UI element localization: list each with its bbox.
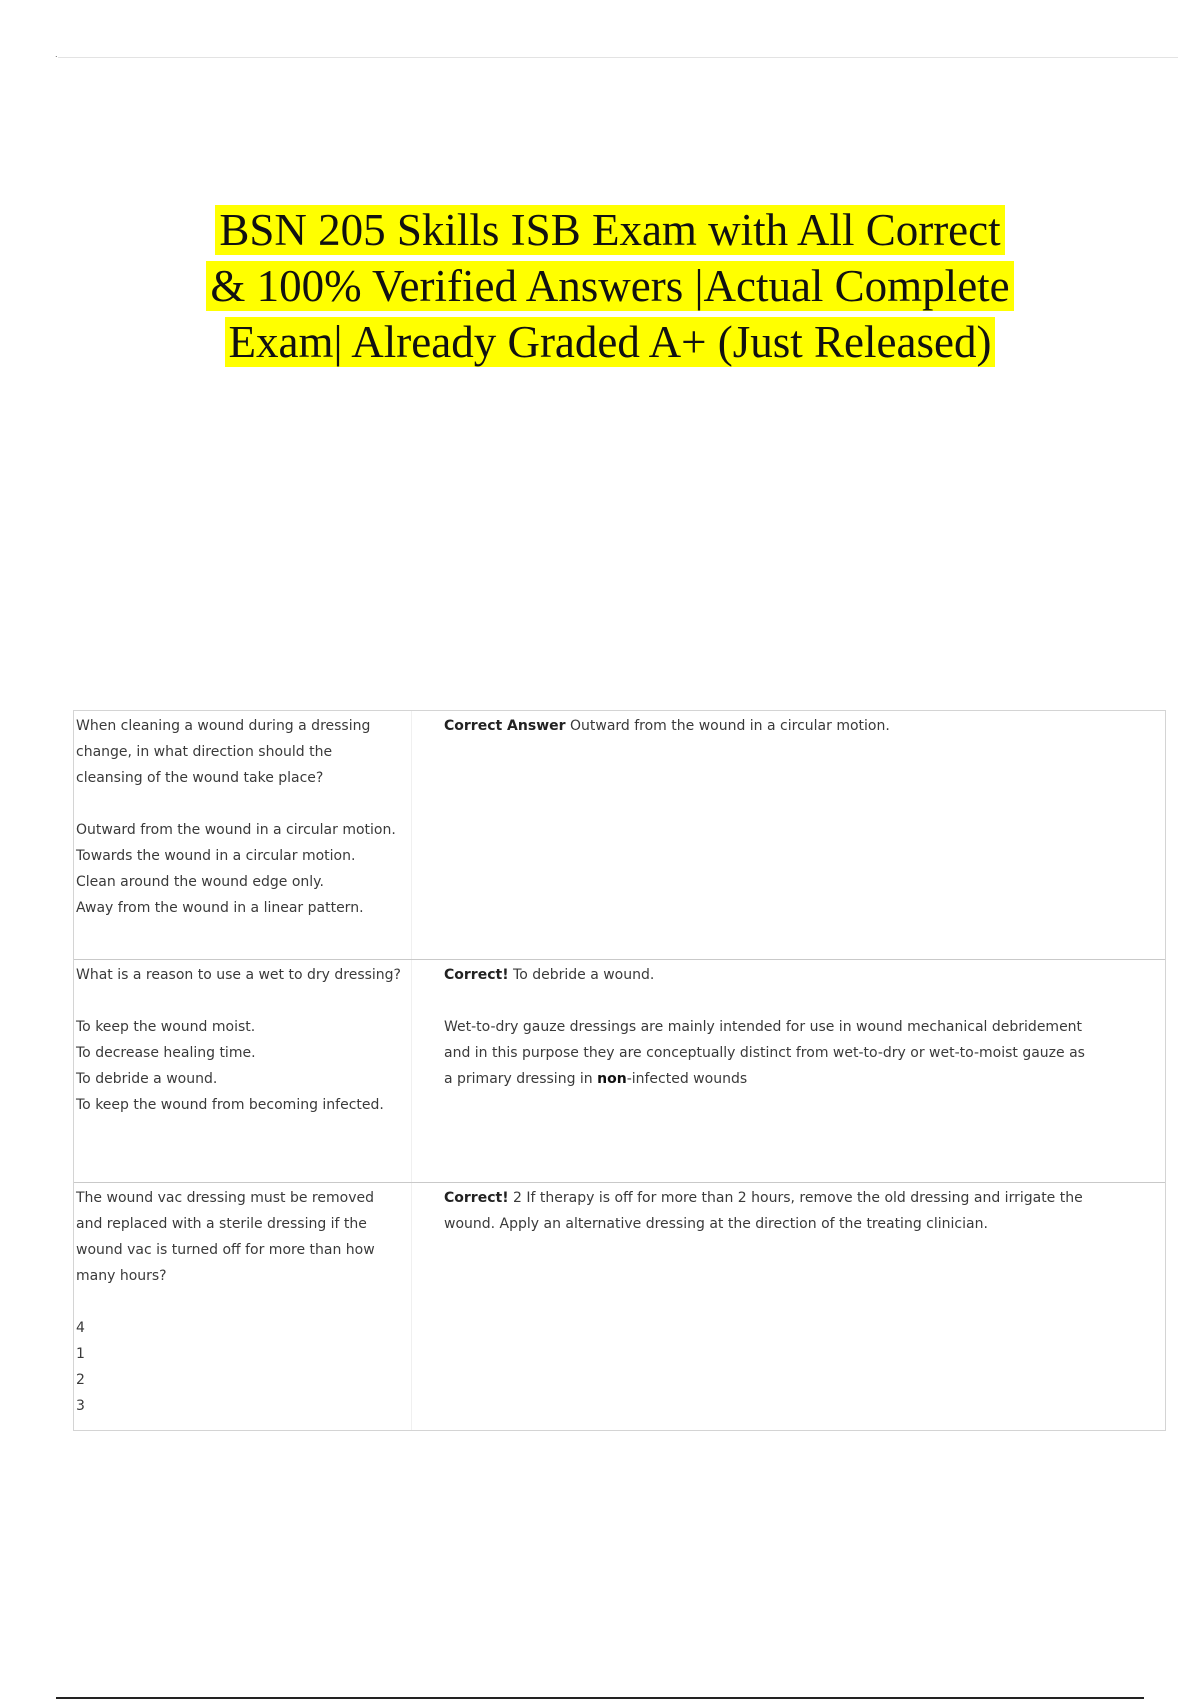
explanation-text: Wet-to-dry gauze dressings are mainly intended for use in wound mechanical debridement and in this purpose they are conceptually distinct from wet-to-dry or wet-to-moist gauze as a primary dressing in [444, 1019, 1085, 1087]
answer-text: Outward from the wound in a circular motion. [569, 718, 890, 734]
title-line-3 [110, 314, 1110, 370]
question-text: What is a reason to use a wet to dry dressing? [76, 967, 401, 983]
page-corner-mark: . [55, 50, 58, 59]
qa-row [74, 959, 1165, 1182]
option-item: Outward from the wound in a circular motion. [76, 822, 396, 838]
options-list [76, 817, 403, 921]
option-item: 2 [76, 1372, 85, 1388]
answer-cell [412, 960, 1165, 1182]
answer-explanation [444, 1014, 1085, 1092]
option-item: 3 [76, 1398, 85, 1414]
title-line-1 [110, 202, 1110, 258]
qa-row [74, 711, 1165, 959]
option-item: To keep the wound moist. [76, 1019, 256, 1035]
option-item: To debride a wound. [76, 1071, 218, 1087]
top-divider [58, 57, 1178, 58]
footer-divider [56, 1697, 1144, 1699]
title-line-1-text: BSN 205 Skills ISB Exam with All Correct [215, 205, 1004, 255]
question-text: When cleaning a wound during a dressing change, in what direction should the cleansing of the wound take place? [76, 718, 371, 786]
option-item: To keep the wound from becoming infected. [76, 1097, 384, 1113]
answer-label: Correct! [444, 1190, 509, 1206]
title-line-2-text: & 100% Verified Answers |Actual Complete [206, 261, 1013, 311]
explanation-emphasis: non [597, 1071, 627, 1087]
answer-text: 2 If therapy is off for more than 2 hours, remove the old dressing and irrigate the wound. Apply an alternative dressing at the direction of the treating clinician. [444, 1190, 1083, 1232]
question-cell [74, 960, 412, 1182]
option-item: 4 [76, 1320, 85, 1336]
answer-label: Correct Answer [444, 718, 566, 734]
option-item: Clean around the wound edge only. [76, 874, 324, 890]
answer-text: To debride a wound. [513, 967, 655, 983]
question-cell [74, 711, 412, 959]
option-item: Away from the wound in a linear pattern. [76, 900, 364, 916]
explanation-text-end: -infected wounds [626, 1071, 748, 1087]
document-title [110, 202, 1110, 370]
answer-cell [412, 1183, 1165, 1430]
option-item: To decrease healing time. [76, 1045, 256, 1061]
qa-row [74, 1182, 1165, 1430]
option-item: 1 [76, 1346, 85, 1362]
options-list [76, 1315, 403, 1419]
answer-label: Correct! [444, 967, 509, 983]
option-item: Towards the wound in a circular motion. [76, 848, 356, 864]
question-text: The wound vac dressing must be removed and replaced with a sterile dressing if the wound vac is turned off for more than how many hours? [76, 1190, 375, 1284]
answer-cell [412, 711, 1165, 959]
question-cell [74, 1183, 412, 1430]
title-line-3-text: Exam| Already Graded A+ (Just Released) [225, 317, 996, 367]
qa-table [73, 710, 1166, 1431]
options-list [76, 1014, 403, 1118]
title-line-2 [110, 258, 1110, 314]
